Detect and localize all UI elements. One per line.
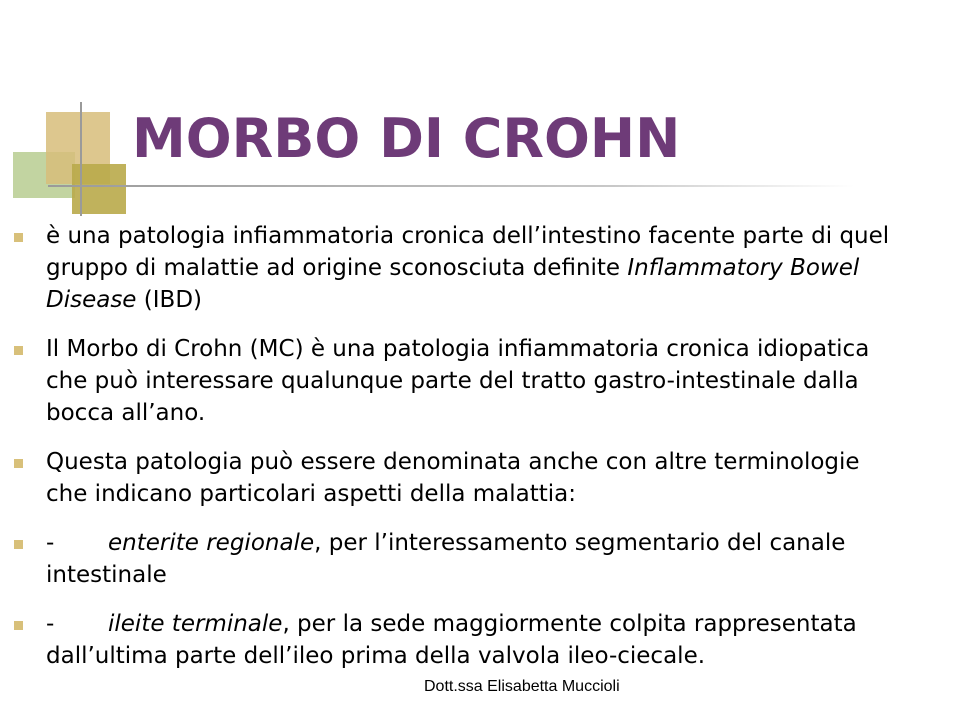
title-underline [48, 185, 854, 187]
bullet-text-italic: ileite terminale [108, 611, 283, 637]
bullet-text-italic: Inflammatory Bowel Disease [46, 255, 860, 313]
slide-title: MORBO DI CROHN [132, 107, 681, 170]
slide-footer: Dott.ssa Elisabetta Muccioli [424, 678, 620, 695]
bullet-item [14, 608, 906, 672]
bullet-item [14, 333, 906, 429]
bullet-text-part: , per la sede maggiormente colpita rappresentata dall’ultima parte dell’ileo prima della valvola ileo-ciecale. [46, 611, 857, 669]
bullet-dash: - [46, 530, 55, 556]
bullet-square-icon [14, 540, 23, 549]
bullet-square-icon [14, 233, 23, 242]
bullet-text-part: Il Morbo di Crohn (MC) è una patologia infiammatoria cronica idiopatica che può interessare qualunque parte del tratto gastro-intestinale dalla bocca all’ano. [46, 336, 870, 426]
bullet-item [14, 446, 906, 510]
bullet-square-icon [14, 346, 23, 355]
bullet-text-italic: enterite regionale [108, 530, 315, 556]
bullet-text [46, 220, 906, 316]
bullet-text-part: è una patologia infiammatoria cronica dell’intestino facente parte di quel gruppo di malattie ad origine sconosciuta definite [46, 223, 890, 281]
bullet-text-part: , per l’interessamento segmentario del canale intestinale [46, 530, 846, 588]
bullet-text [46, 446, 906, 510]
bullet-text [46, 527, 906, 591]
bullet-item [14, 527, 906, 591]
bullet-text [46, 608, 906, 672]
bullet-list [14, 220, 906, 689]
bullet-square-icon [14, 459, 23, 468]
bullet-square-icon [14, 621, 23, 630]
bullet-item [14, 220, 906, 316]
bullet-text-part: (IBD) [136, 287, 202, 313]
bullet-text-part: Questa patologia può essere denominata anche con altre terminologie che indicano particolari aspetti della malattia: [46, 449, 860, 507]
bullet-text [46, 333, 906, 429]
decorative-vertical-line [80, 102, 82, 216]
bullet-dash: - [46, 611, 55, 637]
